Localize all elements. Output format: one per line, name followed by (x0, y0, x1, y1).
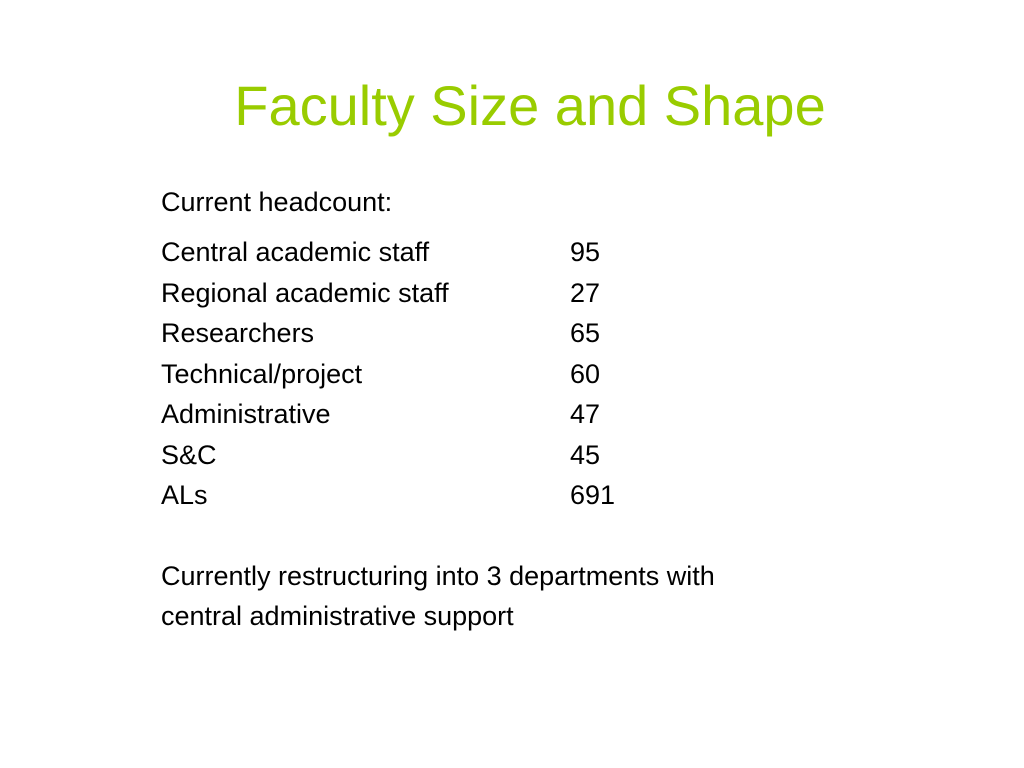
headcount-label: ALs (161, 480, 208, 510)
headcount-value: 65 (570, 318, 601, 348)
headcount-row (161, 273, 921, 314)
restructuring-note (161, 556, 901, 636)
headcount-label: Technical/project (161, 358, 363, 389)
headcount-value: 45 (570, 439, 601, 470)
headcount-value: 95 (570, 237, 601, 267)
slide-content (161, 182, 921, 636)
slide-title: Faculty Size and Shape (234, 74, 826, 137)
headcount-label: Central academic staff (161, 237, 430, 267)
headcount-value: 691 (570, 480, 616, 510)
headcount-value: 60 (570, 358, 601, 389)
headcount-label: Administrative (161, 399, 331, 429)
headcount-value: 47 (570, 399, 601, 429)
headcount-subheading: Current headcount: (161, 187, 393, 217)
headcount-label: S&C (161, 439, 217, 470)
headcount-label: Regional academic staff (161, 277, 449, 308)
headcount-table (161, 232, 921, 516)
note-line: central administrative support (161, 600, 514, 631)
headcount-row (161, 313, 921, 354)
headcount-row (161, 394, 921, 435)
headcount-row (161, 475, 921, 516)
headcount-value: 27 (570, 277, 601, 308)
headcount-row (161, 435, 921, 476)
headcount-row (161, 354, 921, 395)
note-line: Currently restructuring into 3 departments with (161, 560, 715, 591)
headcount-label: Researchers (161, 318, 315, 348)
headcount-row (161, 232, 921, 273)
